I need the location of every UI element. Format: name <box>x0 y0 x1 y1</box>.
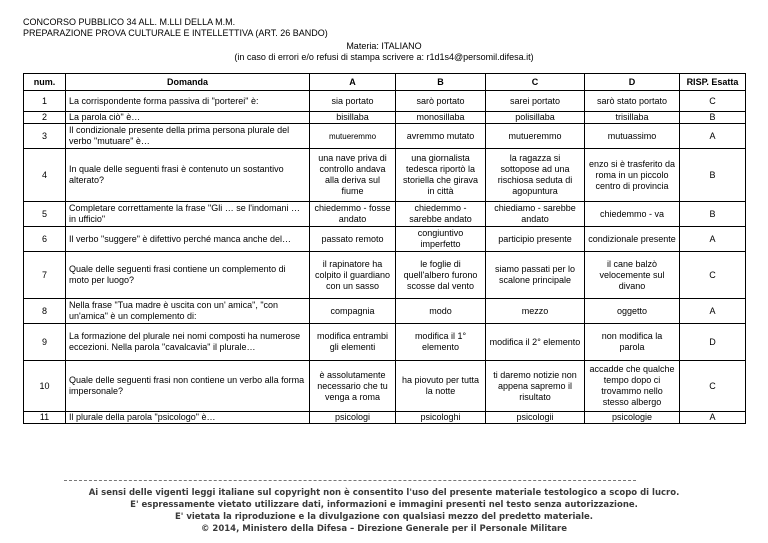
option-c: mezzo <box>486 299 585 324</box>
option-b: sarò portato <box>396 91 486 112</box>
question-text: Il verbo "suggere" è difettivo perché manca anche del… <box>66 227 310 252</box>
question-text: La corrispondente forma passiva di "porterei" è: <box>66 91 310 112</box>
table-row <box>24 149 746 202</box>
row-number: 10 <box>24 361 66 412</box>
option-b: le foglie di quell'albero furono scosse dal vento <box>396 252 486 299</box>
option-a: passato remoto <box>310 227 396 252</box>
option-c: modifica il 2° elemento <box>486 324 585 361</box>
option-d: accadde che qualche tempo dopo ci trovammo nello stesso albergo <box>585 361 680 412</box>
footer-usage-line: E' espressamente vietato utilizzare dati, informazioni e immagini presenti nel testo senza autorizzazione. <box>130 500 638 510</box>
col-header-d: D <box>585 74 680 91</box>
question-text: La parola ciò" è… <box>66 112 310 124</box>
option-c: psicologii <box>486 412 585 424</box>
option-c: siamo passati per lo scalone principale <box>486 252 585 299</box>
option-c: polisillaba <box>486 112 585 124</box>
row-number: 6 <box>24 227 66 252</box>
option-b: modifica il 1° elemento <box>396 324 486 361</box>
option-b: una giornalista tedesca riportò la storiella che girava in città <box>396 149 486 202</box>
option-a: mutueremmo <box>310 124 396 149</box>
header-subtitle: PREPARAZIONE PROVA CULTURALE E INTELLETTIVA (ART. 26 BANDO) <box>23 28 328 38</box>
option-c: participio presente <box>486 227 585 252</box>
table-row <box>24 361 746 412</box>
option-a: modifica entrambi gli elementi <box>310 324 396 361</box>
option-a: bisillaba <box>310 112 396 124</box>
option-b: chiedemmo - sarebbe andato <box>396 202 486 227</box>
correct-answer: B <box>680 149 746 202</box>
option-b: modo <box>396 299 486 324</box>
option-d: trisillaba <box>585 112 680 124</box>
table-row <box>24 202 746 227</box>
question-text: Il plurale della parola "psicologo" è… <box>66 412 310 424</box>
row-number: 2 <box>24 112 66 124</box>
correct-answer: C <box>680 361 746 412</box>
question-text: Nella frase "Tua madre è uscita con un' amica", "con un'amica" è un complemento di: <box>66 299 310 324</box>
option-d: enzo si è trasferito da roma in un piccolo centro di provincia <box>585 149 680 202</box>
correct-answer: B <box>680 202 746 227</box>
correct-answer: D <box>680 324 746 361</box>
option-d: psicologie <box>585 412 680 424</box>
option-c: ti daremo notizie non appena sapremo il risultato <box>486 361 585 412</box>
row-number: 4 <box>24 149 66 202</box>
row-number: 8 <box>24 299 66 324</box>
col-header-c: C <box>486 74 585 91</box>
header-contest-title: CONCORSO PUBBLICO 34 ALL. M.LLI DELLA M.M. <box>23 17 236 27</box>
table-row <box>24 324 746 361</box>
col-header-answer: RISP. Esatta <box>680 74 746 91</box>
option-d: mutuassimo <box>585 124 680 149</box>
option-d: non modifica la parola <box>585 324 680 361</box>
option-b: psicologhi <box>396 412 486 424</box>
option-d: il cane balzò velocemente sul divano <box>585 252 680 299</box>
option-a: compagnia <box>310 299 396 324</box>
row-number: 1 <box>24 91 66 112</box>
option-d: chiedemmo - va <box>585 202 680 227</box>
option-d: oggetto <box>585 299 680 324</box>
row-number: 11 <box>24 412 66 424</box>
question-text: In quale delle seguenti frasi è contenuto un sostantivo alterato? <box>66 149 310 202</box>
option-a: una nave priva di controllo andava alla deriva sul fiume <box>310 149 396 202</box>
question-text: Il condizionale presente della prima persona plurale del verbo "mutuare" è… <box>66 124 310 149</box>
option-c: la ragazza si sottopose ad una rischiosa seduta di agopuntura <box>486 149 585 202</box>
option-a: sia portato <box>310 91 396 112</box>
correct-answer: C <box>680 252 746 299</box>
col-header-b: B <box>396 74 486 91</box>
option-a: psicologi <box>310 412 396 424</box>
footer-copyright-line: Ai sensi delle vigenti leggi italiane sul copyright non è consentito l'uso del presente materiale testologico a scopo di lucro. <box>88 488 680 498</box>
col-header-question: Domanda <box>66 74 310 91</box>
question-text: Quale delle seguenti frasi contiene un complemento di moto per luogo? <box>66 252 310 299</box>
row-number: 9 <box>24 324 66 361</box>
header-errata-note: (in caso di errori e/o refusi di stampa scrivere a: r1d1s4@persomil.difesa.it) <box>234 52 534 62</box>
table-header-row <box>24 74 746 91</box>
option-a: il rapinatore ha colpito il guardiano con un sasso <box>310 252 396 299</box>
correct-answer: C <box>680 91 746 112</box>
correct-answer: A <box>680 124 746 149</box>
correct-answer: A <box>680 227 746 252</box>
row-number: 5 <box>24 202 66 227</box>
option-d: sarò stato portato <box>585 91 680 112</box>
option-a: chiedemmo - fosse andato <box>310 202 396 227</box>
questions-table <box>23 73 746 424</box>
table-row <box>24 252 746 299</box>
correct-answer: A <box>680 412 746 424</box>
option-c: mutueremmo <box>486 124 585 149</box>
row-number: 3 <box>24 124 66 149</box>
option-a: è assolutamente necessario che tu venga a roma <box>310 361 396 412</box>
row-number: 7 <box>24 252 66 299</box>
footer-divider <box>64 480 636 481</box>
option-b: monosillaba <box>396 112 486 124</box>
table-row <box>24 227 746 252</box>
question-text: Quale delle seguenti frasi non contiene un verbo alla forma impersonale? <box>66 361 310 412</box>
option-b: ha piovuto per tutta la notte <box>396 361 486 412</box>
table-row <box>24 124 746 149</box>
correct-answer: A <box>680 299 746 324</box>
option-b: congiuntivo imperfetto <box>396 227 486 252</box>
option-c: chiediamo - sarebbe andato <box>486 202 585 227</box>
option-c: sarei portato <box>486 91 585 112</box>
footer-reproduction-line: E' vietata la riproduzione e la divulgazione con qualsiasi mezzo del predetto materiale. <box>174 512 594 522</box>
col-header-num: num. <box>24 74 66 91</box>
table-row <box>24 299 746 324</box>
correct-answer: B <box>680 112 746 124</box>
question-text: La formazione del plurale nei nomi composti ha numerose eccezioni. Nella parola "cavalcavia" il plurale… <box>66 324 310 361</box>
option-d: condizionale presente <box>585 227 680 252</box>
table-row <box>24 91 746 112</box>
footer-ministry-line: © 2014, Ministero della Difesa – Direzione Generale per il Personale Militare <box>200 524 568 534</box>
col-header-a: A <box>310 74 396 91</box>
header-subject: Materia: ITALIANO <box>346 41 422 51</box>
option-b: avremmo mutato <box>396 124 486 149</box>
table-row <box>24 412 746 424</box>
question-text: Completare correttamente la frase "Gli … se l'indomani … in ufficio" <box>66 202 310 227</box>
table-row <box>24 112 746 124</box>
